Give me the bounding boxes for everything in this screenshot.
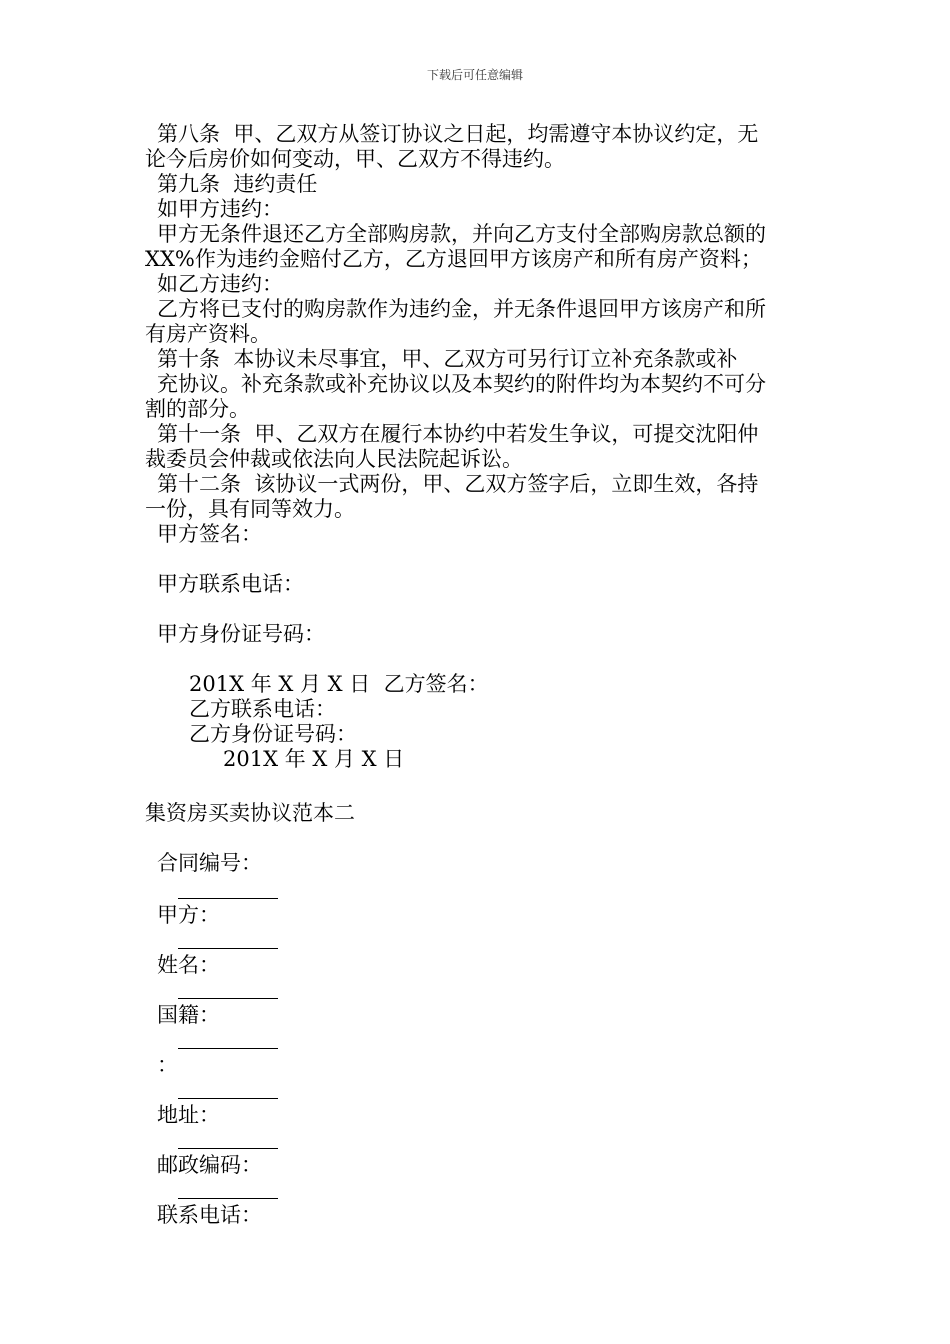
party-b-breach-line-1: 乙方将已支付的购房款作为违约金，并无条件退回甲方该房产和所 <box>157 297 766 321</box>
party-a-id-label: 甲方身份证号码： <box>157 622 325 646</box>
party-a-breach-heading: 如甲方违约： <box>157 197 283 221</box>
party-a-breach-line-2: XX%作为违约金赔付乙方，乙方退回甲方该房产和所有房产资料； <box>145 247 762 271</box>
clause-12-line-1: 第十二条 该协议一式两份，甲、乙双方签字后，立即生效，各持 <box>157 472 759 496</box>
blank-colon-label: ： <box>157 1053 178 1077</box>
blank-underline <box>178 1048 278 1049</box>
party-b-breach-line-2: 有房产资料。 <box>145 322 271 346</box>
date-and-party-b-signature: 201X 年 X 月 X 日 乙方签名： <box>189 672 489 696</box>
form-field <box>145 926 820 976</box>
party-a-signature-label: 甲方签名： <box>157 522 262 546</box>
name-label: 姓名： <box>157 953 220 977</box>
party-a-breach-line-1: 甲方无条件退还乙方全部购房款，并向乙方支付全部购房款总额的 <box>157 222 766 246</box>
party-b-id-label: 乙方身份证号码： <box>189 722 357 746</box>
blank-underline <box>178 1148 278 1149</box>
clause-10-line-3: 割的部分。 <box>145 397 250 421</box>
header-note: 下载后可任意编辑 <box>426 68 523 82</box>
blank-underline <box>178 1098 278 1099</box>
clause-11-line-1: 第十一条 甲、乙双方在履行本协约中若发生争议，可提交沈阳仲 <box>157 422 759 446</box>
party-a-label: 甲方： <box>157 903 220 927</box>
party-b-breach-heading: 如乙方违约： <box>157 272 283 296</box>
postal-code-label: 邮政编码： <box>157 1153 262 1177</box>
signing-date: 201X 年 X 月 X 日 <box>223 747 405 771</box>
clause-10-line-2: 充协议。补充条款或补充协议以及本契约的附件均为本契约不可分 <box>157 372 766 396</box>
blank-underline <box>178 898 278 899</box>
address-label: 地址： <box>157 1103 220 1127</box>
clause-8-line-1: 第八条 甲、乙双方从签订协议之日起，均需遵守本协议约定，无 <box>157 122 759 146</box>
nationality-label: 国籍： <box>157 1003 220 1027</box>
form-field <box>145 876 820 926</box>
clause-10-line-1: 第十条 本协议未尽事宜，甲、乙双方可另行订立补充条款或补 <box>157 347 738 371</box>
clause-11-line-2: 裁委员会仲裁或依法向人民法院起诉讼。 <box>145 447 523 471</box>
contract-number-label: 合同编号： <box>157 851 262 875</box>
section-2-title: 集资房买卖协议范本二 <box>145 801 355 825</box>
form-field <box>145 1126 820 1176</box>
form-field <box>145 1026 820 1076</box>
contact-phone-label: 联系电话： <box>157 1203 262 1227</box>
blank-underline <box>178 998 278 999</box>
blank-underline <box>178 1198 278 1199</box>
form-field <box>145 1176 820 1226</box>
clause-8-line-2: 论今后房价如何变动，甲、乙双方不得违约。 <box>145 147 565 171</box>
party-b-phone-label: 乙方联系电话： <box>189 697 336 721</box>
form-field <box>145 976 820 1026</box>
clause-9-heading: 第九条 违约责任 <box>157 172 318 196</box>
document-body <box>145 122 820 1226</box>
party-a-phone-label: 甲方联系电话： <box>157 572 304 596</box>
clause-12-line-2: 一份，具有同等效力。 <box>145 497 355 521</box>
form-field <box>145 1076 820 1126</box>
blank-underline <box>178 948 278 949</box>
